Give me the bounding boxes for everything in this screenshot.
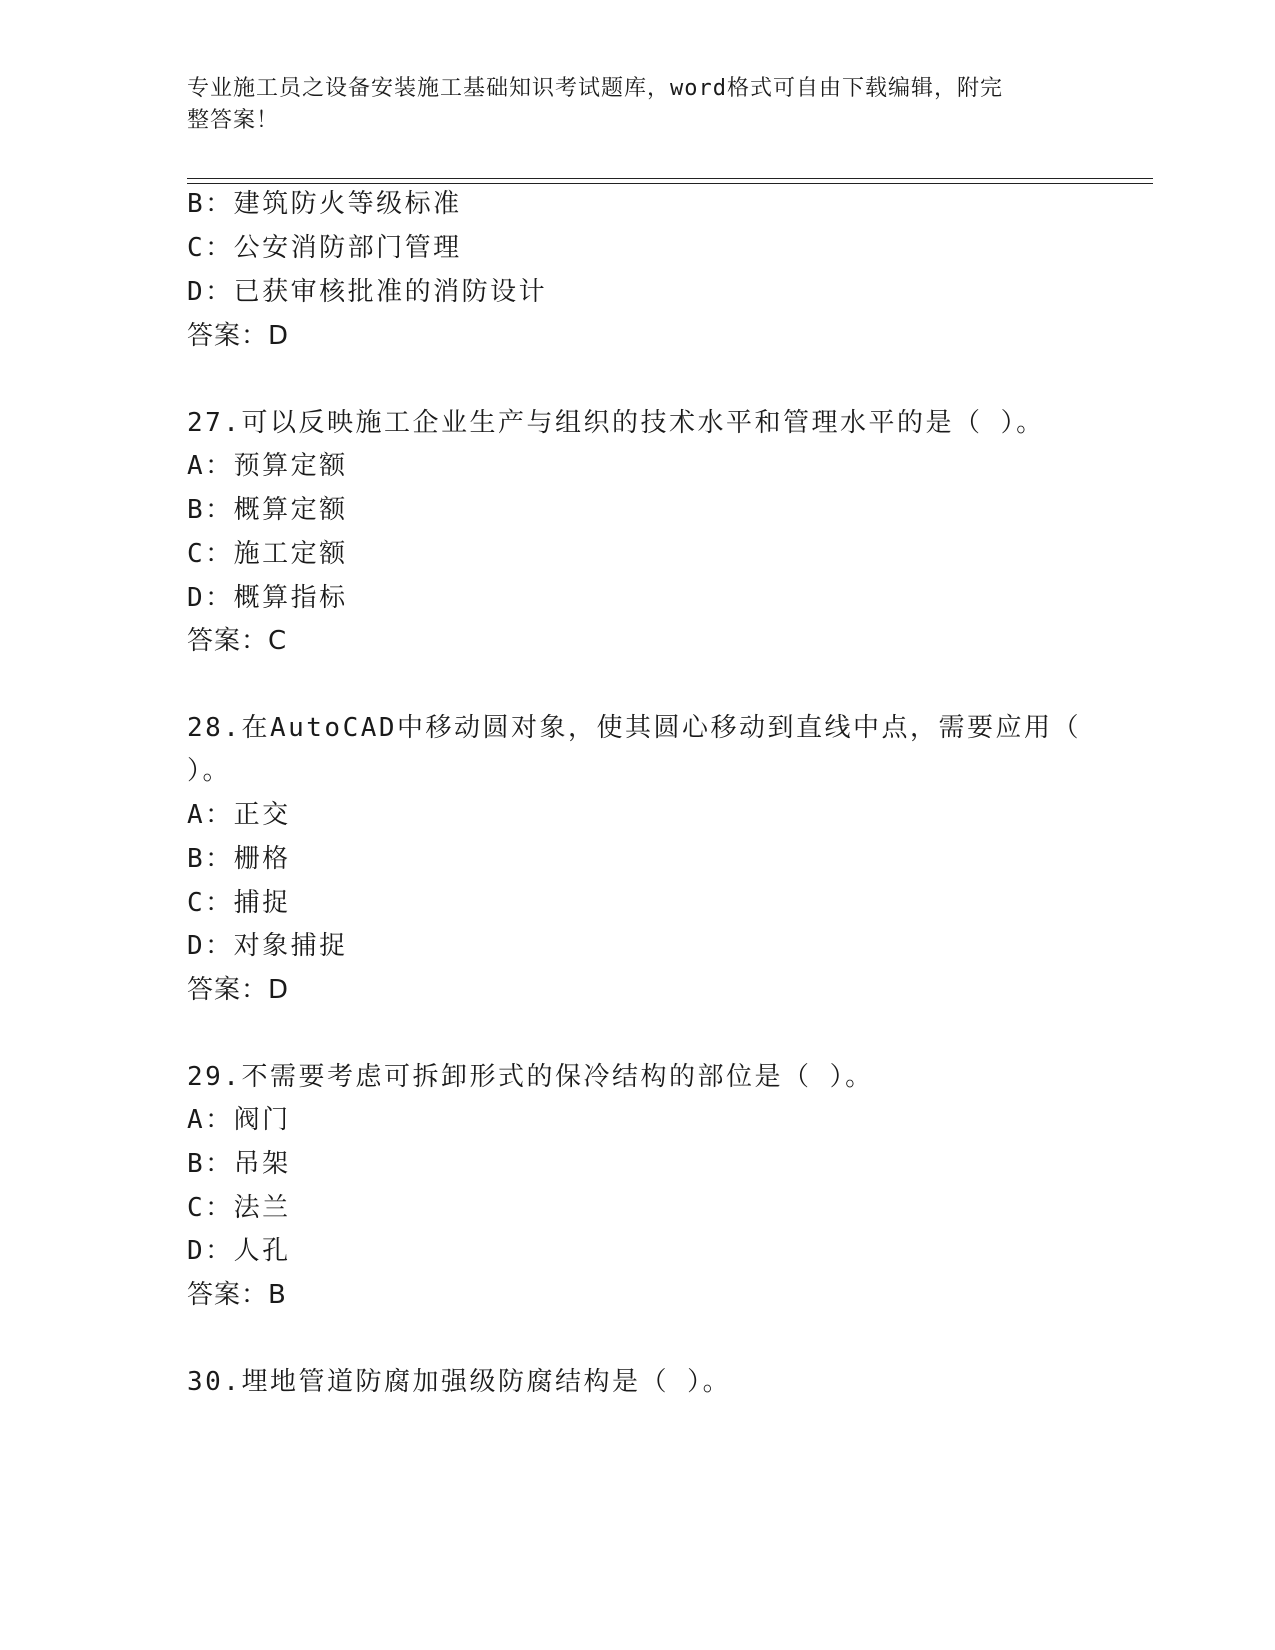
q26-option-b: B：建筑防火等级标准 (187, 189, 462, 219)
header-rule-top (187, 178, 1153, 179)
q26-answer: 答案：D (187, 321, 290, 351)
q28-answer: 答案：D (187, 975, 290, 1005)
header-line-2: 整答案！ (187, 108, 280, 133)
q28-option-d: D：对象捕捉 (187, 931, 348, 961)
header-rule-bottom (187, 183, 1153, 184)
q28-question-line-2: ）。 (187, 756, 232, 786)
q27-option-c: C：施工定额 (187, 539, 348, 569)
q29-option-b: B：吊架 (187, 1149, 291, 1179)
q30-question: 30.埋地管道防腐加强级防腐结构是（ ）。 (187, 1367, 732, 1397)
q29-option-a: A：阀门 (187, 1105, 291, 1135)
q28-option-a: A：正交 (187, 800, 291, 830)
q27-answer: 答案：C (187, 626, 288, 656)
q28-question-line-1: 28.在AutoCAD中移动圆对象，使其圆心移动到直线中点，需要应用（ (187, 713, 1082, 743)
q27-question: 27.可以反映施工企业生产与组织的技术水平和管理水平的是（ ）。 (187, 408, 1045, 438)
q27-option-b: B：概算定额 (187, 495, 348, 525)
q29-question: 29.不需要考虑可拆卸形式的保冷结构的部位是（ ）。 (187, 1062, 874, 1092)
q29-option-c: C：法兰 (187, 1193, 291, 1223)
header-line-1: 专业施工员之设备安装施工基础知识考试题库，word格式可自由下载编辑，附完 (187, 76, 1003, 101)
q28-option-b: B：栅格 (187, 844, 291, 874)
q27-option-a: A：预算定额 (187, 451, 348, 481)
q27-option-d: D：概算指标 (187, 583, 348, 613)
q29-answer: 答案：B (187, 1280, 287, 1310)
q26-option-c: C：公安消防部门管理 (187, 233, 462, 263)
q29-option-d: D：人孔 (187, 1236, 291, 1266)
q26-option-d: D：已获审核批准的消防设计 (187, 277, 548, 307)
q28-option-c: C：捕捉 (187, 888, 291, 918)
document-header (187, 73, 1067, 137)
